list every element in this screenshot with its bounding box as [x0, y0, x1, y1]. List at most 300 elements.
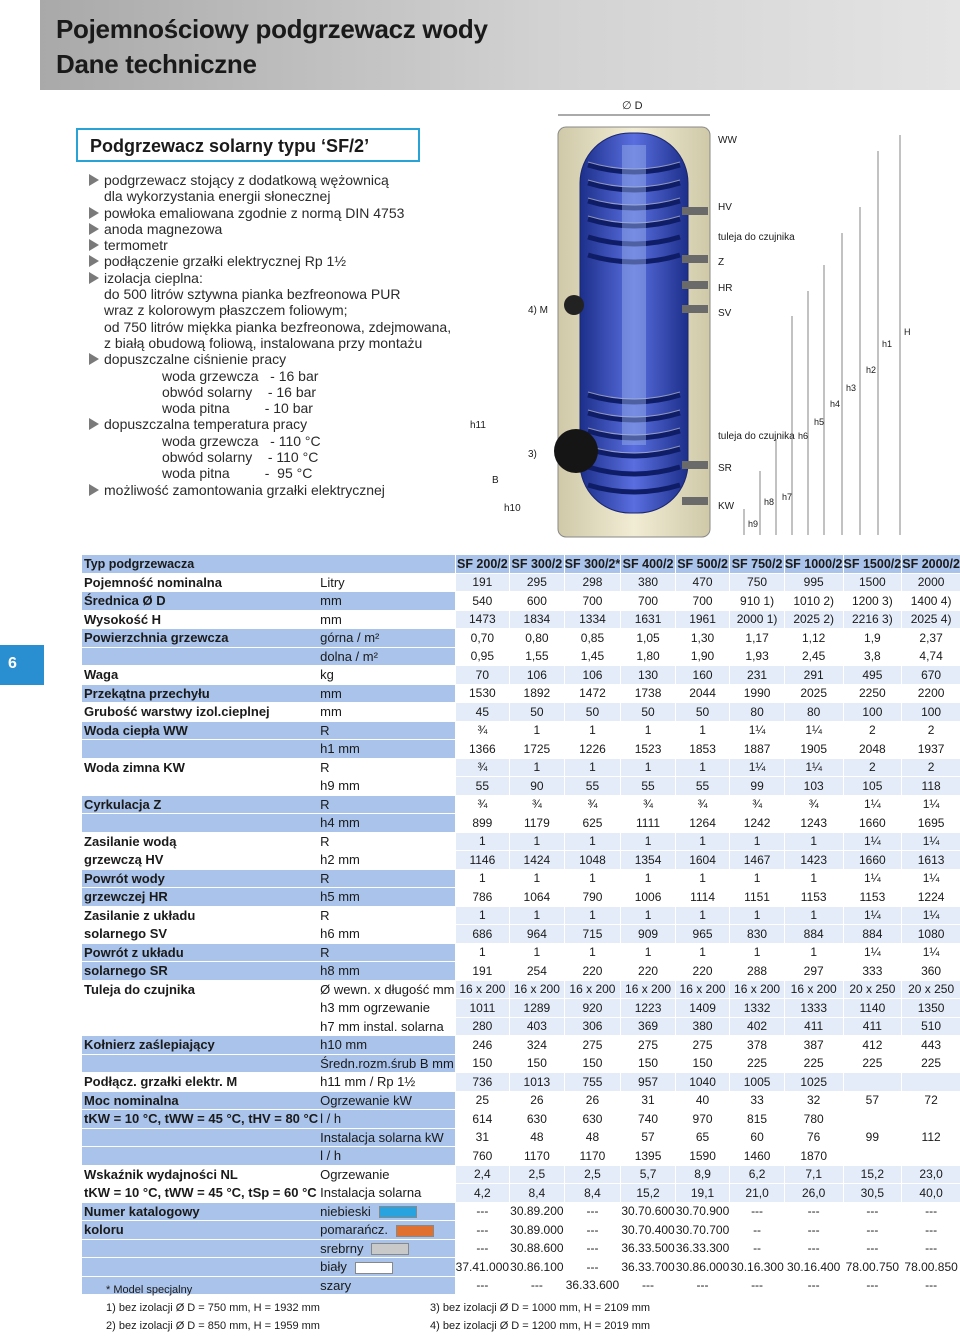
cell-text: kg	[320, 667, 334, 683]
table-cell	[510, 1073, 565, 1092]
feature-line	[88, 302, 488, 318]
table-row	[82, 684, 960, 703]
cell-text: 755	[582, 1074, 603, 1089]
table-cell	[730, 814, 785, 833]
table-cell	[455, 684, 510, 703]
table-cell	[564, 888, 621, 907]
table-cell	[455, 1184, 510, 1203]
cell-text: 2044	[689, 686, 716, 701]
table-cell	[902, 629, 960, 648]
feature-text: woda pitna - 95 °C	[162, 465, 313, 482]
cell-text: 443	[921, 1037, 942, 1052]
cell-text: 1695	[917, 815, 945, 830]
cell-text: SF 1500/2	[843, 556, 902, 571]
table-cell	[455, 610, 510, 629]
table-cell	[510, 1239, 565, 1258]
table-row	[82, 573, 960, 592]
table-cell	[564, 1202, 621, 1221]
cell-text: 76	[806, 1130, 821, 1145]
table-header-row	[82, 555, 960, 573]
table-cell	[784, 721, 843, 740]
table-cell	[902, 573, 960, 592]
table-cell	[455, 1239, 510, 1258]
cell-text: 30.89.000	[510, 1222, 564, 1237]
table-cell	[675, 943, 730, 962]
table-cell	[843, 1202, 902, 1221]
table-cell	[902, 1258, 960, 1277]
feature-text: możliwość zamontowania grzałki elektrycznej	[104, 481, 385, 498]
table-cell	[621, 1073, 676, 1092]
cell-text: 1064	[523, 889, 551, 904]
cell-text: 118	[921, 778, 941, 793]
table-cell	[621, 721, 676, 740]
cell-text: SF 300/2*	[564, 556, 621, 571]
table-cell	[455, 1202, 510, 1221]
table-cell	[621, 980, 676, 999]
row-unit	[318, 1239, 455, 1258]
table-cell	[902, 962, 960, 981]
cell-text: 2025 2)	[793, 612, 835, 627]
row-label	[82, 721, 318, 740]
footnotes	[96, 1277, 956, 1336]
table-cell	[843, 1165, 902, 1184]
table-cell	[843, 647, 902, 666]
cell-text: 1¼	[864, 945, 881, 960]
table-cell	[564, 962, 621, 981]
table-cell	[675, 1258, 730, 1277]
feature-line	[88, 351, 488, 367]
table-row	[82, 943, 960, 962]
row-unit	[318, 1258, 455, 1277]
cell-text: 1	[753, 834, 761, 849]
table-row	[82, 851, 960, 870]
table-cell	[510, 999, 565, 1018]
table-cell	[902, 555, 960, 573]
table-cell	[784, 1036, 843, 1055]
row-unit	[318, 758, 455, 777]
feature-line	[88, 368, 488, 384]
table-cell	[843, 1036, 902, 1055]
table-cell	[675, 1110, 730, 1129]
feature-text: do 500 litrów sztywna pianka bezfreonowa PUR	[104, 286, 401, 303]
table-cell	[902, 869, 960, 888]
table-cell	[730, 1128, 785, 1147]
cell-text: 26	[530, 1093, 544, 1108]
table-cell	[784, 1128, 843, 1147]
cell-text: 1870	[800, 1148, 828, 1163]
table-row	[82, 1091, 960, 1110]
cell-text: R	[320, 907, 330, 923]
cell-text: 387	[803, 1037, 824, 1052]
cell-text: R	[320, 759, 330, 775]
table-cell	[564, 869, 621, 888]
table-cell	[843, 925, 902, 944]
table-cell	[621, 647, 676, 666]
diameter-label	[558, 100, 710, 115]
cell-text: 1853	[689, 741, 716, 756]
bullet-arrow-icon	[89, 174, 99, 186]
cell-text: ---	[925, 1241, 938, 1256]
table-cell	[730, 1184, 785, 1203]
cell-text: 1¼	[748, 760, 766, 775]
bullet-arrow-icon	[89, 272, 99, 284]
cell-text: 150	[526, 1056, 547, 1071]
row-unit	[318, 925, 455, 944]
cell-text: R	[320, 796, 330, 812]
cell-text: 16 x 200	[513, 982, 560, 997]
table-cell	[621, 592, 676, 611]
feature-line	[88, 253, 488, 269]
table-cell	[621, 1258, 676, 1277]
cell-text: 1243	[800, 815, 828, 830]
table-cell	[675, 1147, 730, 1166]
table-cell	[902, 832, 960, 851]
label-ww: WW	[718, 135, 737, 146]
cell-text: 1111	[636, 815, 661, 830]
height-dimension-lines	[744, 135, 900, 535]
cell-text: 1400 4)	[910, 593, 952, 608]
table-row	[82, 795, 960, 814]
row-unit	[318, 1184, 455, 1203]
cell-text: 30.70.900	[675, 1204, 730, 1219]
cell-text: 254	[526, 963, 547, 978]
cell-text: 55	[641, 778, 655, 793]
cell-text: 16 x 200	[459, 982, 506, 997]
cell-text: 72	[924, 1093, 938, 1108]
table-cell	[784, 925, 843, 944]
cell-text: 750	[747, 575, 768, 590]
cell-text: 630	[582, 1111, 603, 1126]
cell-text: mm	[320, 685, 342, 701]
feature-list	[88, 172, 488, 498]
cell-text: 1153	[800, 889, 827, 904]
table-cell	[564, 1239, 621, 1258]
table-cell	[510, 573, 565, 592]
table-cell	[455, 962, 510, 981]
table-cell	[843, 795, 902, 814]
table-cell	[902, 1165, 960, 1184]
cell-text: 2,37	[919, 630, 943, 645]
table-cell	[455, 851, 510, 870]
cell-text: 1395	[634, 1148, 662, 1163]
cell-text: 4,74	[919, 649, 943, 664]
cell-text: 1500	[859, 575, 886, 590]
table-cell	[784, 1091, 843, 1110]
table-cell	[730, 906, 785, 925]
table-cell	[902, 647, 960, 666]
cell-text: 57	[641, 1130, 655, 1145]
cell-text: ---	[807, 1204, 820, 1219]
table-cell	[621, 1054, 676, 1073]
cell-text: SF 400/2	[622, 556, 674, 571]
cell-text: ---	[925, 1204, 938, 1219]
cell-text: 1	[644, 871, 652, 886]
cell-text: ---	[866, 1278, 879, 1293]
cell-text: ---	[866, 1222, 879, 1237]
cell-text: 1	[810, 871, 818, 886]
table-cell	[843, 1091, 902, 1110]
table-cell	[564, 1258, 621, 1277]
cell-text: 1264	[689, 815, 716, 830]
table-cell	[902, 814, 960, 833]
cell-text: 380	[692, 1019, 713, 1034]
cell-text: tKW = 10 °C, tWW = 45 °C, tHV = 80 °C	[84, 1111, 319, 1127]
cell-text: 1¼	[864, 908, 881, 923]
table-cell	[730, 684, 785, 703]
table-cell	[621, 925, 676, 944]
cell-text: 1¼	[922, 945, 940, 960]
table-cell	[730, 666, 785, 685]
row-label	[82, 1184, 318, 1203]
table-cell	[784, 1239, 843, 1258]
cell-text: 1	[699, 871, 706, 886]
table-cell	[843, 1054, 902, 1073]
cell-text: 333	[862, 963, 883, 978]
cell-text: 957	[638, 1074, 659, 1089]
table-cell	[455, 592, 510, 611]
table-cell	[730, 592, 785, 611]
cell-text: 30.70.400	[621, 1222, 675, 1237]
table-cell	[675, 906, 730, 925]
cell-text: 1	[589, 871, 596, 886]
table-cell	[510, 906, 565, 925]
cell-text: 48	[585, 1130, 600, 1145]
cell-text: 220	[692, 963, 713, 978]
table-cell	[455, 925, 510, 944]
cell-text: Moc nominalna	[84, 1092, 179, 1108]
cell-text: koloru	[84, 1222, 124, 1238]
table-cell	[564, 629, 621, 648]
table-cell	[455, 1091, 510, 1110]
cell-text: 112	[921, 1130, 941, 1145]
row-label	[82, 795, 318, 814]
cell-text: 1,17	[745, 630, 769, 645]
table-cell	[843, 740, 902, 759]
table-cell	[902, 1036, 960, 1055]
row-unit	[318, 1165, 455, 1184]
color-swatch	[355, 1262, 393, 1274]
table-cell	[564, 684, 621, 703]
cell-text: 909	[638, 926, 659, 941]
feature-line	[88, 286, 488, 302]
table-cell	[510, 1221, 565, 1240]
row-label	[82, 925, 318, 944]
feature-line	[88, 465, 488, 481]
row-unit	[318, 1147, 455, 1166]
table-row	[82, 1258, 960, 1277]
feature-text: woda pitna - 10 bar	[162, 400, 313, 417]
cell-text: 1	[589, 834, 596, 849]
table-cell	[730, 943, 785, 962]
cell-text: h9 mm	[320, 778, 360, 794]
cell-text: 1¼	[864, 834, 881, 849]
table-cell	[564, 610, 621, 629]
feature-line	[88, 416, 488, 432]
table-cell	[510, 721, 565, 740]
table-cell	[455, 1147, 510, 1166]
label-h2: h2	[866, 365, 877, 375]
table-cell	[621, 1110, 676, 1129]
cell-text: ---	[476, 1241, 489, 1256]
cell-text: 403	[526, 1019, 547, 1034]
table-row	[82, 925, 960, 944]
row-label	[82, 869, 318, 888]
cell-text: ¾	[477, 797, 488, 812]
cell-text: 1	[479, 908, 486, 923]
cell-text: 1200 3)	[852, 593, 893, 608]
table-cell	[843, 888, 902, 907]
cell-text: 26,0	[801, 1185, 826, 1200]
row-label	[82, 740, 318, 759]
table-cell	[843, 1128, 902, 1147]
cell-text: 225	[747, 1056, 768, 1071]
cell-text: 1,30	[690, 630, 715, 645]
row-label	[82, 999, 318, 1018]
feature-line	[88, 482, 488, 498]
row-label	[82, 1128, 318, 1147]
cell-text: 1460	[743, 1148, 771, 1163]
table-cell	[621, 1036, 676, 1055]
cell-text: 1224	[917, 889, 945, 904]
cell-text: 30.86.100	[510, 1259, 564, 1274]
row-label	[82, 1147, 318, 1166]
cell-text: 1590	[689, 1148, 716, 1163]
row-unit	[318, 980, 455, 999]
row-label	[82, 1258, 318, 1277]
table-row	[82, 721, 960, 740]
table-cell	[784, 1184, 843, 1203]
cell-text: Woda ciepła WW	[84, 722, 188, 738]
cell-text: ---	[925, 1222, 938, 1237]
table-cell	[843, 1239, 902, 1258]
table-row	[82, 777, 960, 796]
cell-text: 103	[803, 778, 824, 793]
cell-text: Instalacja solarna kW	[320, 1129, 444, 1145]
table-cell	[675, 795, 730, 814]
row-unit	[318, 684, 455, 703]
cell-text: 50	[695, 704, 710, 719]
table-row	[82, 1165, 960, 1184]
table-cell	[621, 573, 676, 592]
bullet-arrow-icon	[89, 353, 99, 365]
cell-text: 1631	[634, 612, 662, 627]
table-cell	[621, 814, 676, 833]
table-cell	[902, 1147, 960, 1166]
table-cell	[621, 1147, 676, 1166]
table-cell	[510, 888, 565, 907]
table-cell	[675, 573, 730, 592]
cell-text: 295	[526, 575, 547, 590]
table-cell	[784, 962, 843, 981]
feature-text: od 750 litrów miękka pianka bezfreonowa, zdejmowana,	[104, 318, 452, 335]
cell-text: 31	[641, 1093, 655, 1108]
cell-text: Tuleja do czujnika	[84, 981, 196, 997]
cell-text: 1226	[579, 741, 606, 756]
table-cell	[564, 1054, 621, 1073]
table-row	[82, 999, 960, 1018]
cell-text: Wskaźnik wydajności NL	[84, 1166, 238, 1182]
row-unit	[318, 869, 455, 888]
cell-text: srebrny	[320, 1240, 364, 1256]
table-cell	[902, 888, 960, 907]
cell-text: 1	[644, 834, 652, 849]
table-cell	[843, 592, 902, 611]
table-cell	[730, 1239, 785, 1258]
table-cell	[843, 980, 902, 999]
row-unit	[318, 647, 455, 666]
table-cell	[784, 851, 843, 870]
table-cell	[843, 703, 902, 722]
table-row	[82, 1202, 960, 1221]
table-row	[82, 592, 960, 611]
table-cell	[675, 814, 730, 833]
cell-text: ¾	[531, 797, 542, 812]
table-cell	[784, 684, 843, 703]
table-row	[82, 1073, 960, 1092]
cell-text: 150	[582, 1056, 603, 1071]
cell-text: solarnego SV	[84, 926, 168, 942]
table-row	[82, 647, 960, 666]
cell-text: Powrót z układu	[84, 944, 184, 960]
cell-text: 2250	[859, 686, 886, 701]
feature-text: dopuszczalna temperatura pracy	[104, 416, 308, 433]
cell-text: 700	[692, 593, 713, 608]
feature-text: izolacja cieplna:	[104, 269, 203, 286]
label-hr: HR	[718, 283, 733, 294]
table-cell	[902, 1128, 960, 1147]
cell-text: 1332	[743, 1000, 771, 1015]
table-cell	[902, 758, 960, 777]
table-cell	[564, 906, 621, 925]
cell-text: 2200	[917, 686, 945, 701]
table-cell	[902, 684, 960, 703]
chapter-tab	[0, 645, 44, 685]
label-h5: h5	[814, 417, 825, 427]
row-unit	[318, 888, 455, 907]
table-cell	[564, 1184, 621, 1203]
cell-text: 20 x 250	[849, 982, 896, 997]
row-unit	[318, 795, 455, 814]
table-cell	[564, 943, 621, 962]
cell-text: ---	[586, 1204, 599, 1219]
row-unit	[318, 666, 455, 685]
cell-text: 1	[810, 908, 818, 923]
table-cell	[621, 666, 676, 685]
cell-text: 736	[472, 1074, 493, 1089]
table-cell	[455, 869, 510, 888]
table-cell	[564, 1036, 621, 1055]
table-cell	[621, 1202, 676, 1221]
cell-text: 510	[921, 1019, 942, 1034]
cell-text: 790	[582, 889, 603, 904]
cell-text: Cyrkulacja Z	[84, 796, 162, 812]
table-cell	[455, 721, 510, 740]
cell-text: ¾	[808, 797, 819, 812]
table-cell	[621, 869, 676, 888]
table-cell	[564, 740, 621, 759]
table-cell	[843, 1184, 902, 1203]
cell-text: 1	[589, 760, 596, 775]
cell-text: 150	[638, 1056, 659, 1071]
table-cell	[621, 962, 676, 981]
table-cell	[564, 925, 621, 944]
table-cell	[455, 832, 510, 851]
cell-text: 815	[747, 1111, 768, 1126]
table-cell	[455, 555, 510, 573]
cell-text: Wysokość H	[84, 611, 162, 627]
cell-text: mm	[320, 704, 342, 720]
cell-text: 1,12	[801, 630, 826, 645]
